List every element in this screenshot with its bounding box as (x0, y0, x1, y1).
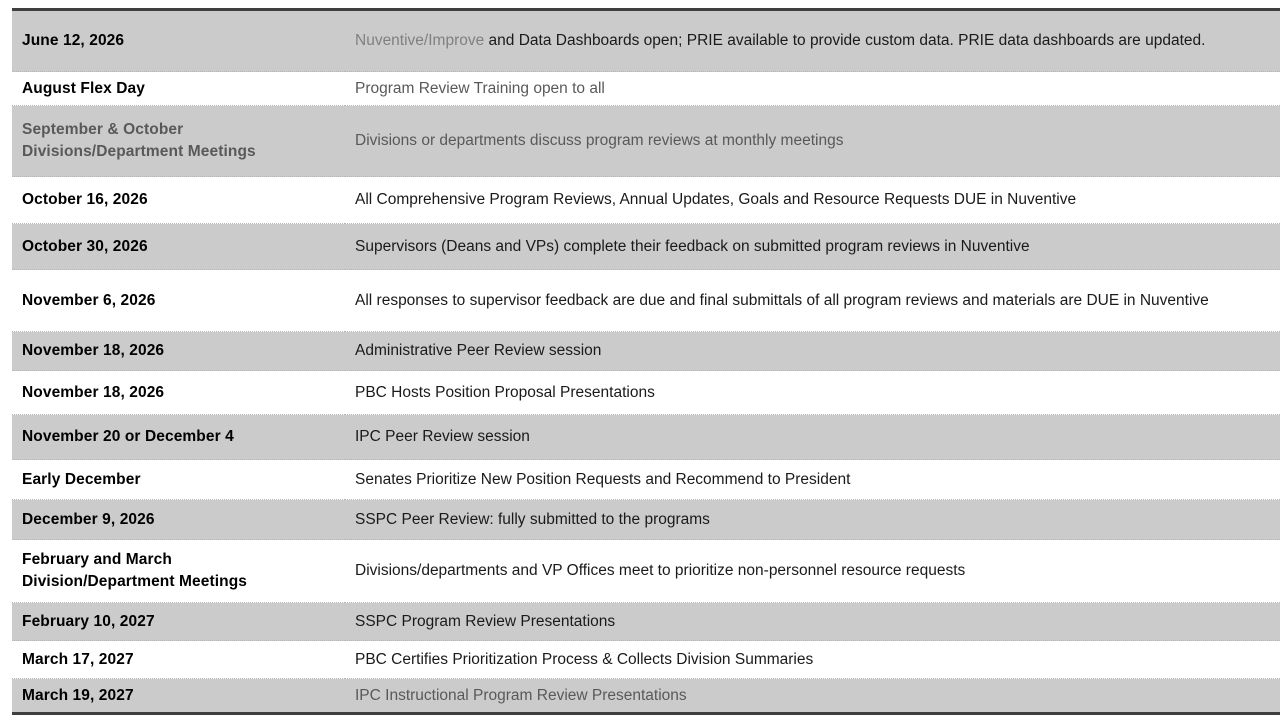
event-date-cell: February and March Division/Department Meetings (12, 540, 345, 603)
event-date-cell: November 20 or December 4 (12, 415, 345, 460)
event-description-cell: Divisions or departments discuss program reviews at monthly meetings (345, 106, 1280, 177)
table-row (12, 603, 1280, 641)
event-date-cell: June 12, 2026 (12, 10, 345, 72)
table-row (12, 460, 1280, 500)
event-date-cell: November 18, 2026 (12, 371, 345, 415)
table-row (12, 679, 1280, 714)
event-date-cell: October 30, 2026 (12, 224, 345, 270)
event-description-cell: IPC Peer Review session (345, 415, 1280, 460)
event-description-cell: SSPC Program Review Presentations (345, 603, 1280, 641)
event-date-cell: March 19, 2027 (12, 679, 345, 714)
table-row (12, 415, 1280, 460)
event-description-cell: IPC Instructional Program Review Presentations (345, 679, 1280, 714)
event-description-cell: Divisions/departments and VP Offices meet to prioritize non-personnel resource requests (345, 540, 1280, 603)
event-description-cell (345, 10, 1280, 72)
timeline-table-body (12, 10, 1280, 714)
event-date-cell: Early December (12, 460, 345, 500)
event-date-cell: October 16, 2026 (12, 177, 345, 224)
event-date-cell: September & October Divisions/Department Meetings (12, 106, 345, 177)
table-row (12, 106, 1280, 177)
table-row (12, 177, 1280, 224)
event-description-cell: Administrative Peer Review session (345, 332, 1280, 371)
table-row (12, 540, 1280, 603)
table-row (12, 224, 1280, 270)
event-description-cell: Program Review Training open to all (345, 72, 1280, 106)
event-description-cell: SSPC Peer Review: fully submitted to the programs (345, 500, 1280, 540)
event-description-cell: All Comprehensive Program Reviews, Annual Updates, Goals and Resource Requests DUE in Nuventive (345, 177, 1280, 224)
table-row (12, 371, 1280, 415)
event-description-cell: PBC Certifies Prioritization Process & Collects Division Summaries (345, 641, 1280, 679)
table-row (12, 270, 1280, 332)
event-description-cell: All responses to supervisor feedback are due and final submittals of all program reviews and materials are DUE in Nuventive (345, 270, 1280, 332)
event-date-cell: August Flex Day (12, 72, 345, 106)
table-row (12, 72, 1280, 106)
table-row (12, 641, 1280, 679)
event-date-cell: November 6, 2026 (12, 270, 345, 332)
event-date-cell: February 10, 2027 (12, 603, 345, 641)
program-review-timeline-table (12, 8, 1280, 715)
event-date-cell: December 9, 2026 (12, 500, 345, 540)
event-description-cell: Senates Prioritize New Position Requests and Recommend to President (345, 460, 1280, 500)
description-segment: and Data Dashboards open; PRIE available to provide custom data. PRIE data dashboards are updated. (484, 32, 1206, 49)
event-description-cell: Supervisors (Deans and VPs) complete their feedback on submitted program reviews in Nuventive (345, 224, 1280, 270)
description-segment: Nuventive/Improve (355, 32, 485, 49)
table-row (12, 332, 1280, 371)
table-row (12, 10, 1280, 72)
event-description-cell: PBC Hosts Position Proposal Presentations (345, 371, 1280, 415)
table-row (12, 500, 1280, 540)
event-date-cell: March 17, 2027 (12, 641, 345, 679)
event-date-cell: November 18, 2026 (12, 332, 345, 371)
